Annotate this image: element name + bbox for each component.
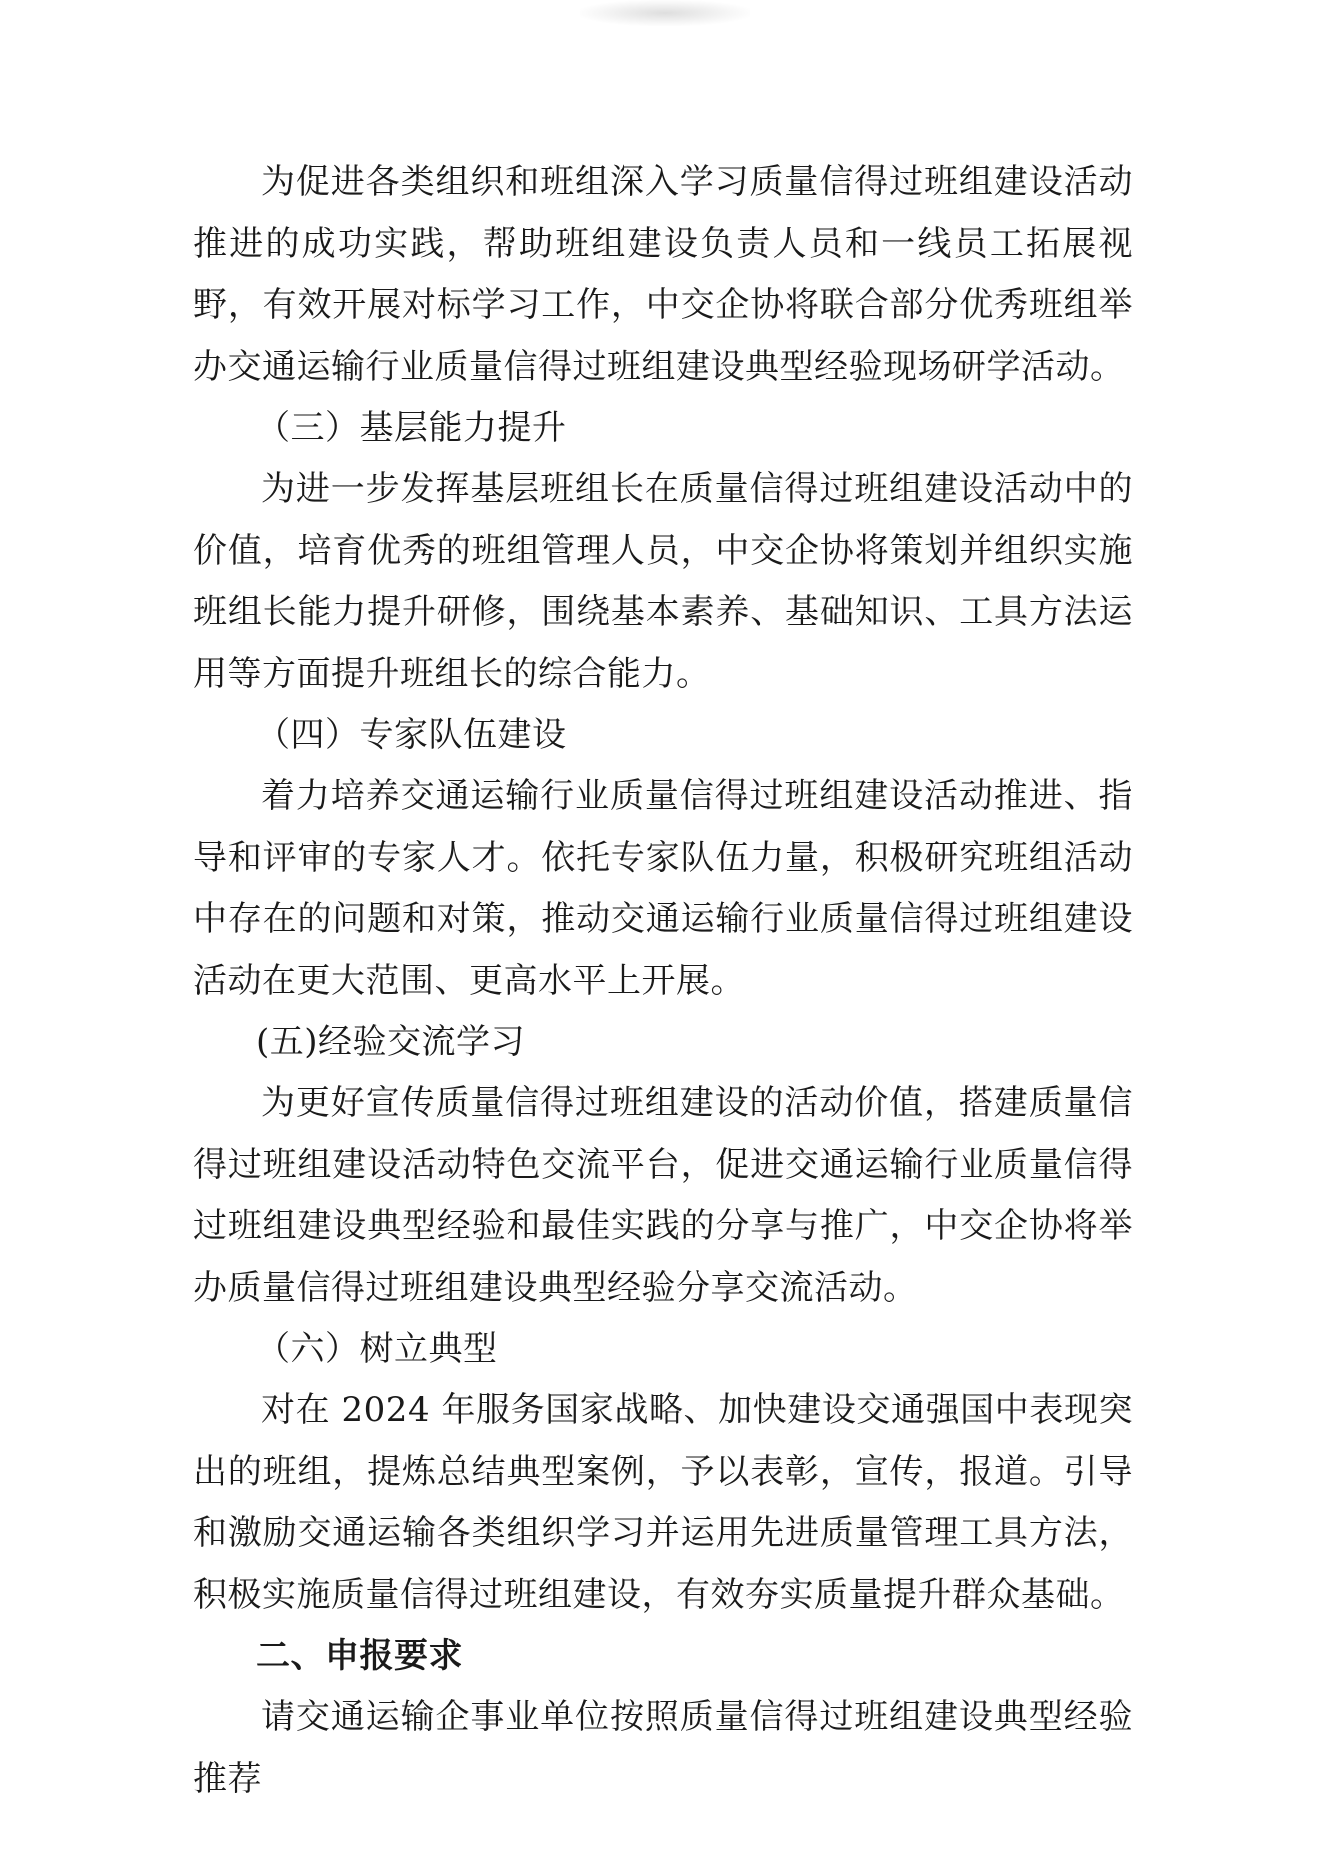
- heading-experience-exchange: (五)经验交流学习: [256, 1022, 526, 1062]
- stamp-residue: [580, 0, 750, 26]
- paragraph-set-models: 对在 2024 年服务国家战略、加快建设交通强国中表现突出的班组，提炼总结典型案例，予以表彰，宣传，报道。引导和激励交通运输各类组织学习并运用先进质量管理工具方法，积极实施质量信得过班组建设，有效夯实质量提升群众基础。: [193, 1390, 1133, 1615]
- paragraph-research-activity: 为促进各类组织和班组深入学习质量信得过班组建设活动推进的成功实践，帮助班组建设负责人员和一线员工拓展视野，有效开展对标学习工作，中交企协将联合部分优秀班组举办交通运输行业质量信得过班组建设典型经验现场研学活动。: [193, 162, 1133, 387]
- paragraph-expert-team: 着力培养交通运输行业质量信得过班组建设活动推进、指导和评审的专家人才。依托专家队伍力量，积极研究班组活动中存在的问题和对策，推动交通运输行业质量信得过班组建设活动在更大范围、更高水平上开展。: [193, 776, 1133, 1001]
- paragraph-requirements: 请交通运输企事业单位按照质量信得过班组建设典型经验推荐: [193, 1697, 1133, 1799]
- paragraph-grassroots-ability: 为进一步发挥基层班组长在质量信得过班组建设活动中的价值，培育优秀的班组管理人员，中交企协将策划并组织实施班组长能力提升研修，围绕基本素养、基础知识、工具方法运用等方面提升班组长的综合能力。: [193, 469, 1133, 694]
- paragraph-experience-exchange: 为更好宣传质量信得过班组建设的活动价值，搭建质量信得过班组建设活动特色交流平台，促进交通运输行业质量信得过班组建设典型经验和最佳实践的分享与推广，中交企协将举办质量信得过班组建设典型经验分享交流活动。: [193, 1083, 1133, 1308]
- heading-grassroots-ability: （三）基层能力提升: [256, 408, 567, 448]
- heading-set-models: （六）树立典型: [256, 1329, 498, 1369]
- heading-expert-team: （四）专家队伍建设: [256, 715, 567, 755]
- section-heading-requirements: 二、申报要求: [256, 1636, 463, 1676]
